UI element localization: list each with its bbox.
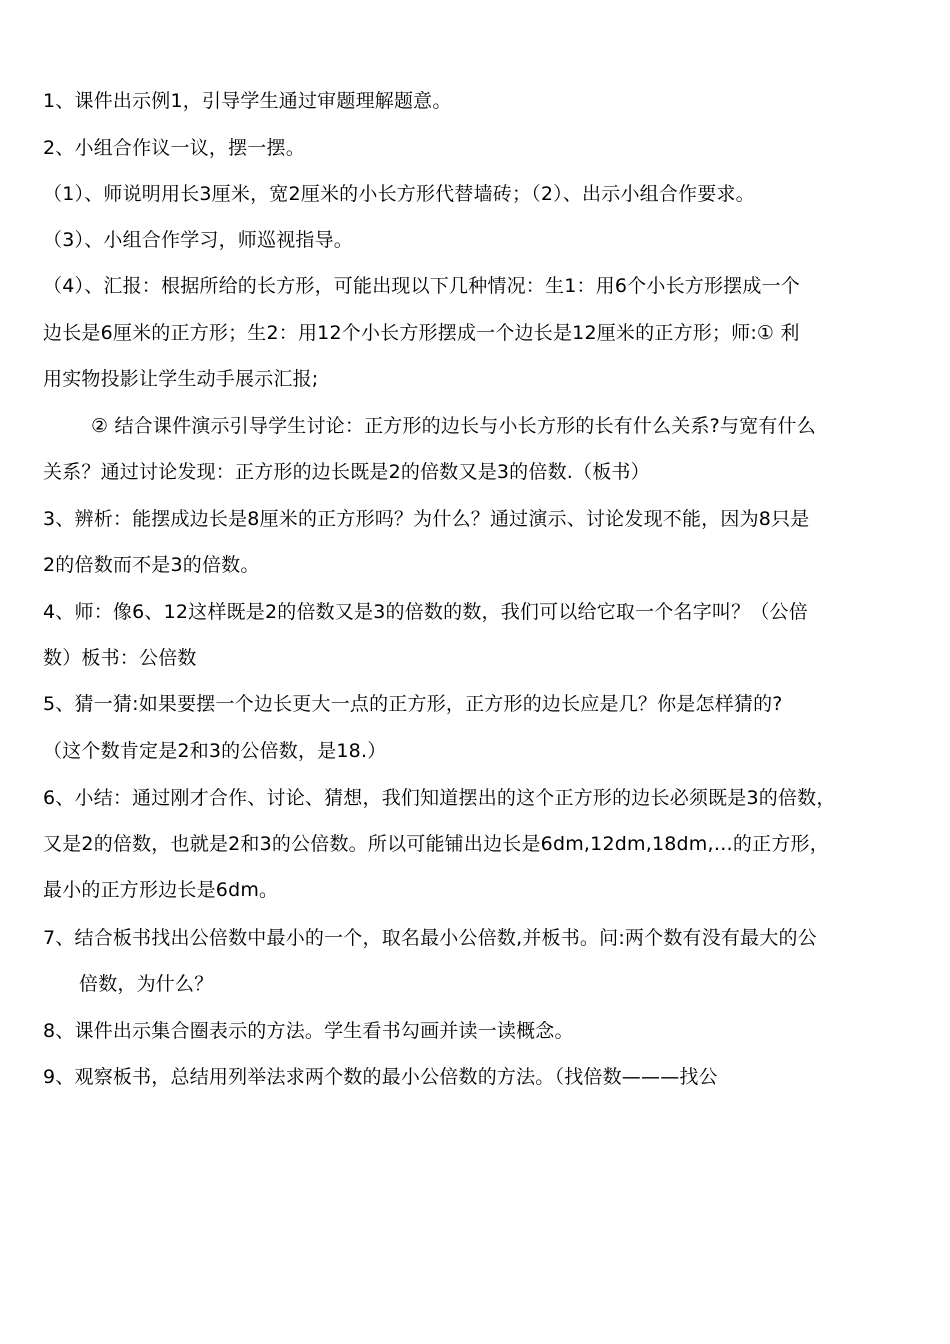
text-line: 5、猜一猜:如果要摆一个边长更大一点的正方形，正方形的边长应是几？你是怎样猜的? (43, 693, 783, 715)
text-line: 关系？通过讨论发现：正方形的边长既是2的倍数又是3的倍数.（板书） (43, 461, 650, 483)
text-line: 8、课件出示集合圈表示的方法。学生看书勾画并读一读概念。 (43, 1020, 574, 1042)
text-line: （4）、汇报：根据所给的长方形，可能出现以下几种情况：生1：用6个小长方形摆成一个 (43, 275, 800, 297)
text-line: 2、小组合作议一议，摆一摆。 (43, 137, 305, 159)
text-line: （这个数肯定是2和3的公倍数，是18.） (43, 740, 387, 762)
text-line: ② 结合课件演示引导学生讨论：正方形的边长与小长方形的长有什么关系?与宽有什么 (91, 415, 816, 437)
text-line: 6、小结：通过刚才合作、讨论、猜想，我们知道摆出的这个正方形的边长必须既是3的倍数， (43, 787, 836, 809)
text-line: 数）板书：公倍数 (43, 647, 197, 669)
text-line: 7、结合板书找出公倍数中最小的一个，取名最小公倍数,并板书。问:两个数有没有最大的公 (43, 927, 817, 949)
text-line: 3、辨析：能摆成边长是8厘米的正方形吗？为什么？通过演示、讨论发现不能，因为8只是 (43, 508, 810, 530)
text-line: 用实物投影让学生动手展示汇报; (43, 368, 319, 390)
text-line: 4、师：像6、12这样既是2的倍数又是3的倍数的数，我们可以给它取一个名字叫？（公倍 (43, 601, 808, 623)
text-line: 最小的正方形边长是6dm。 (43, 879, 279, 901)
text-line: 边长是6厘米的正方形；生2：用12个小长方形摆成一个边长是12厘米的正方形；师:① 利 (43, 322, 800, 344)
text-line: （1）、师说明用长3厘米，宽2厘米的小长方形代替墙砖；（2）、出示小组合作要求。 (43, 183, 755, 205)
text-line: 倍数，为什么？ (79, 973, 214, 995)
text-line: 2的倍数而不是3的倍数。 (43, 554, 260, 576)
text-line: 9、观察板书，总结用列举法求两个数的最小公倍数的方法。（找倍数———找公 (43, 1066, 718, 1088)
text-line: 又是2的倍数，也就是2和3的公倍数。所以可能铺出边长是6dm,12dm,18dm,…的正方形， (43, 833, 829, 855)
text-line: 1、课件出示例1，引导学生通过审题理解题意。 (43, 90, 452, 112)
text-line: （3）、小组合作学习，师巡视指导。 (43, 229, 353, 251)
